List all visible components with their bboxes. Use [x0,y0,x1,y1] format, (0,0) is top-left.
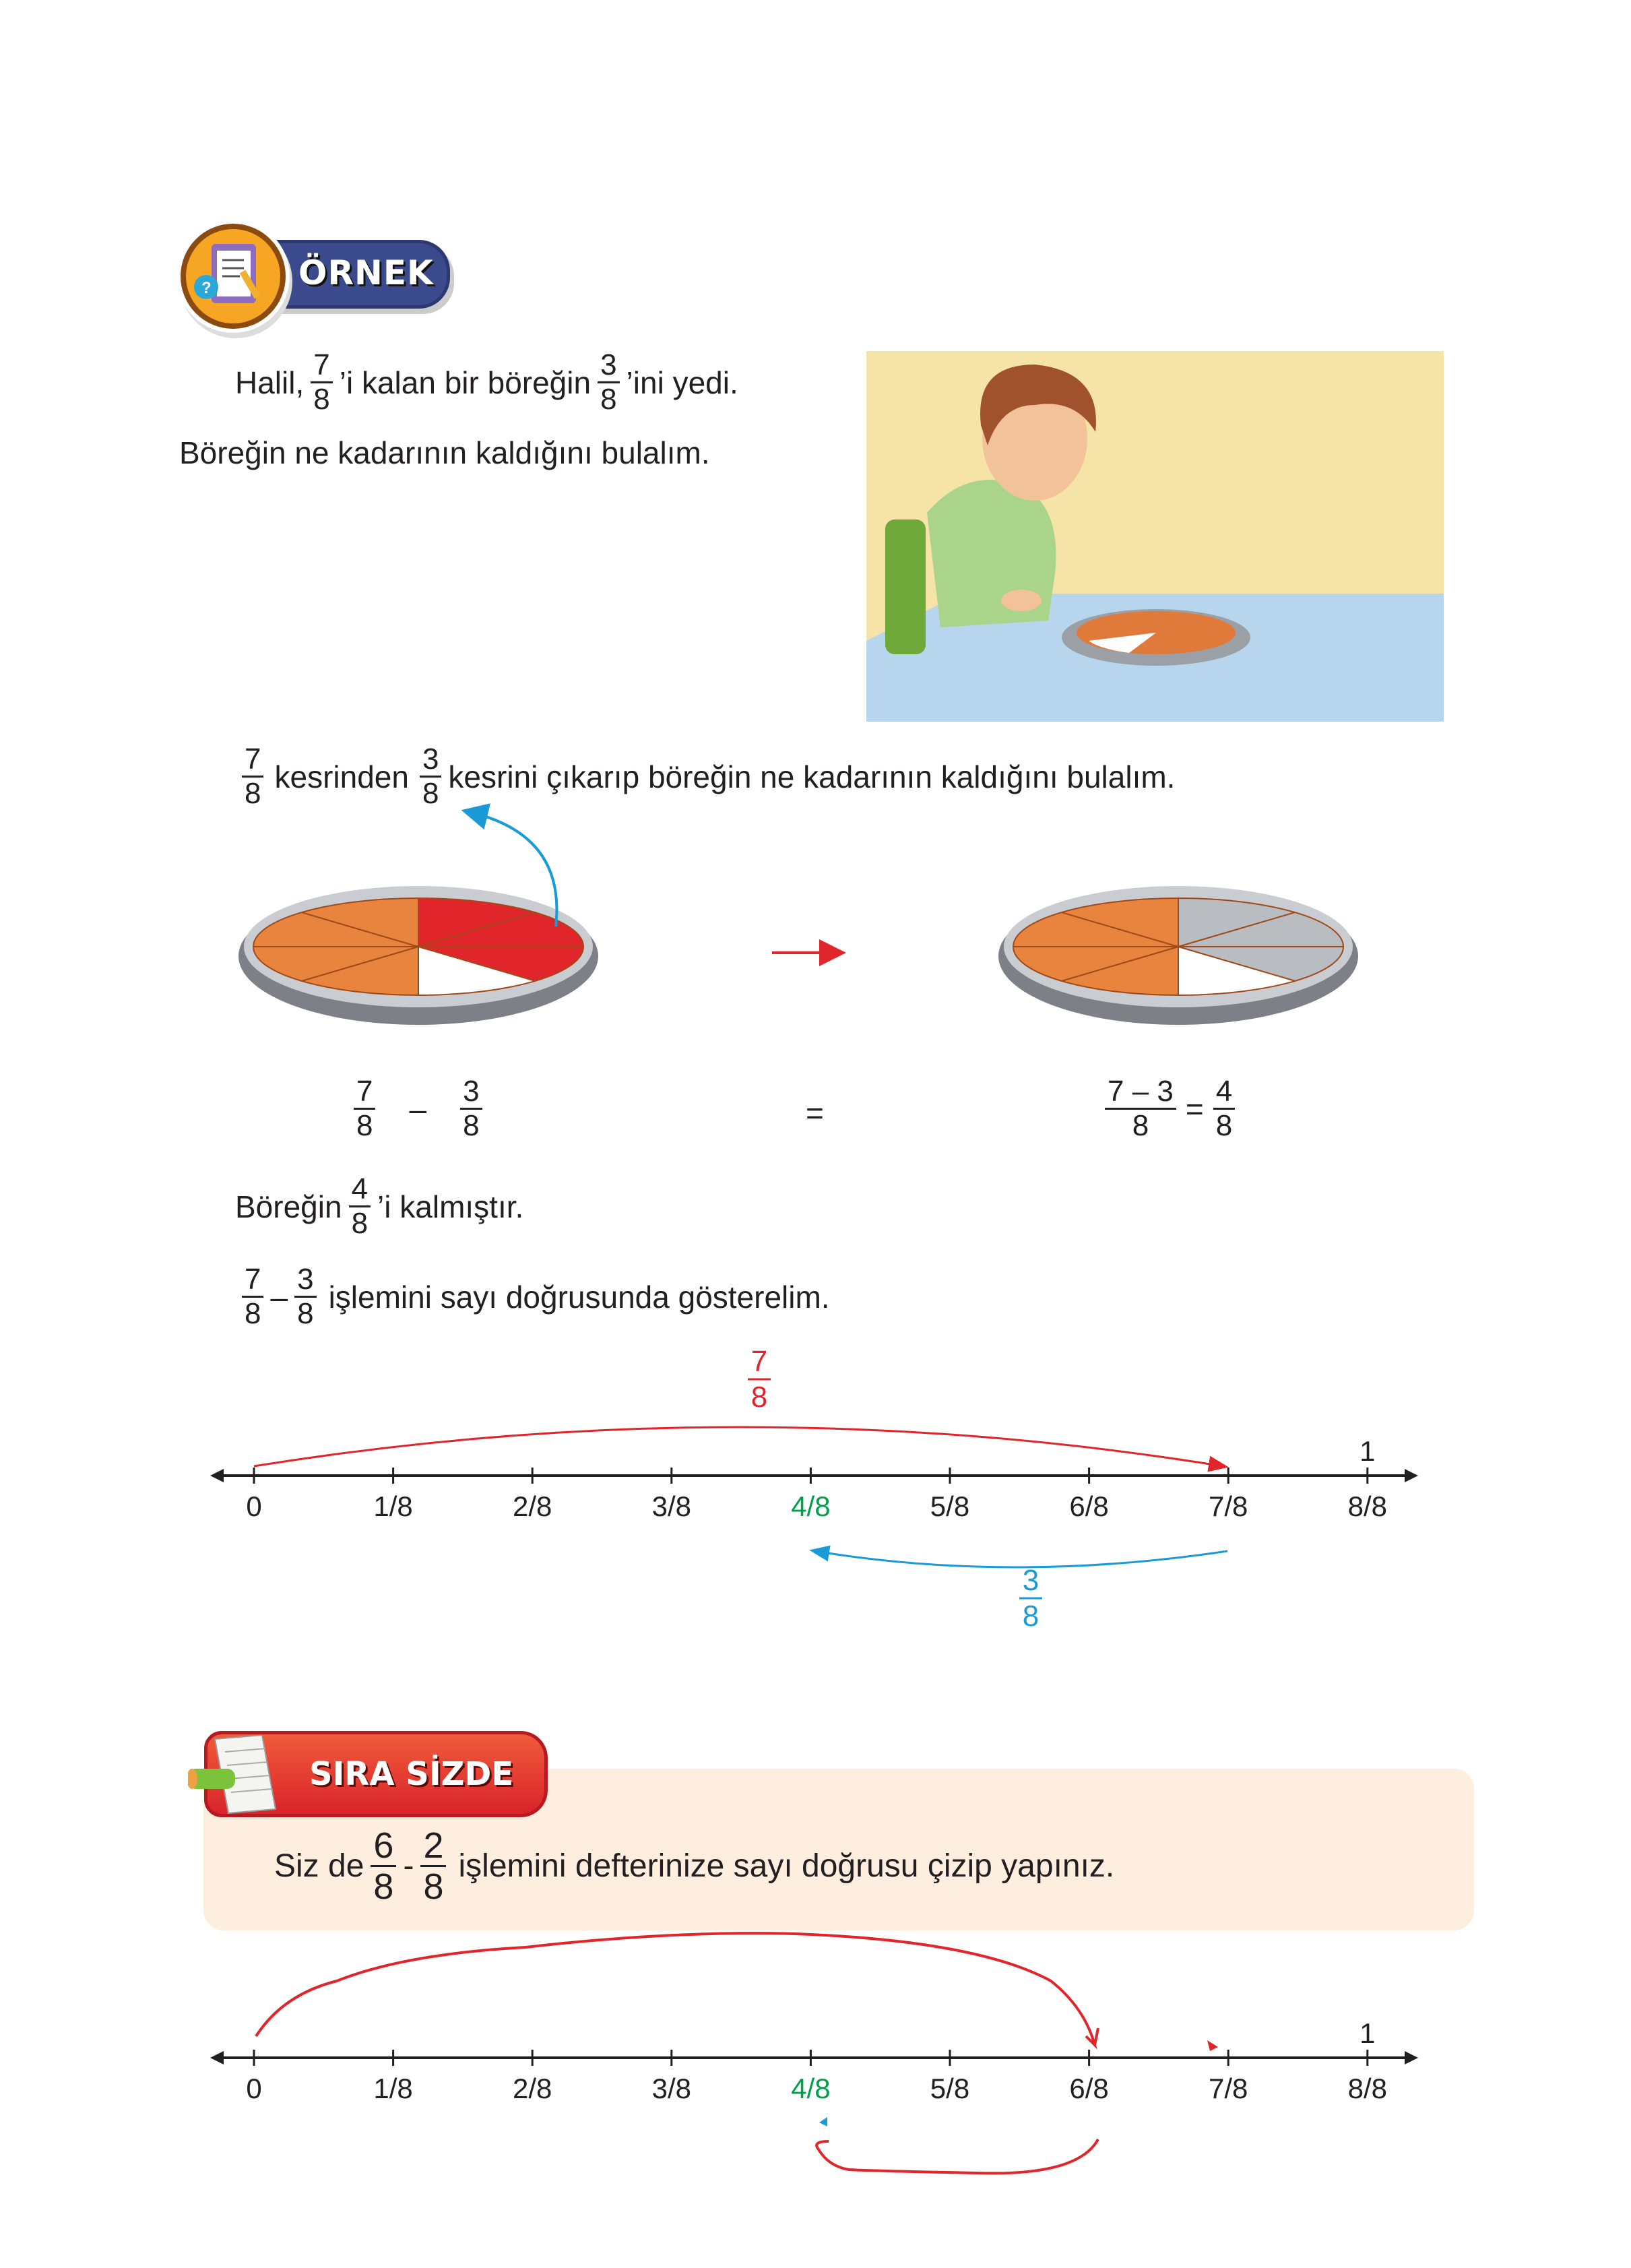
pie-diagram [0,795,1631,1051]
problem-line-1 [235,350,738,414]
fraction: $\frac{3}{8}$ [598,350,619,414]
red-marker [1207,2040,1218,2051]
problem-text: Halil, [235,365,305,400]
tick-label: 7/8 [1209,1490,1248,1522]
back-arc-den: 8 [1022,1600,1040,1633]
exercise-text: Siz de $\frac{6}{8}$ - $\frac{2}{8}$ işlemini defterinize sayı doğrusu çizip yapınız. [274,1825,1115,1907]
tick-label: 0 [246,2073,262,2104]
tick-label: 0 [246,1490,262,1522]
fraction: $\frac{4}{8}$ [349,1174,371,1238]
problem-line-2: Böreğin ne kadarının kaldığını bulalım. [179,435,710,470]
tick-label: 2/8 [513,1490,552,1522]
pie-before [238,886,598,1025]
tick-label: 1/8 [373,2073,413,2104]
tick-label: 4/8 [791,2073,831,2104]
forward-arc-den: 8 [750,1381,768,1414]
fraction: $\frac{7}{8}$ [311,350,332,414]
fraction: $\frac{7}{8}$ [354,1077,375,1141]
forward-arc-num: 7 [750,1345,768,1378]
back-arc-num: 3 [1022,1564,1040,1597]
boy-with-pastry-illustration [866,351,1444,722]
problem-text: ’ini yedi. [626,365,738,400]
axis-arrow-left [210,1469,224,1482]
tick-label: 3/8 [651,2073,691,2104]
tick-label: 1/8 [373,1490,413,1522]
problem-text: ’i kalan bir böreğin [339,365,591,400]
tick-label: 6/8 [1069,1490,1109,1522]
step-1-text: $\frac{7}{8}$ kesrinden $\frac{3}{8}$ kesrini çıkarıp böreğin ne kadarının kaldığını bulalım. [235,745,1175,809]
conclusion-text: Böreğin $\frac{4}{8}$ ’i kalmıştır. [235,1172,524,1240]
one-label: 1 [1360,1435,1376,1467]
svg-text:?: ? [201,279,212,297]
step-2-text: $\frac{7}{8}$ – $\frac{3}{8}$ işlemini sayı doğrusunda gösterelim. [235,1265,830,1329]
equation-result: $\frac{7 - 3}{8}$ = $\frac{4}{8}$ [1098,1077,1242,1141]
pie-after [998,886,1358,1025]
tick-label: 4/8 [791,1490,831,1522]
fraction: $\frac{3}{8}$ [420,745,441,809]
tick-label: 7/8 [1209,2073,1248,2104]
fraction: $\frac{7}{8}$ [242,745,263,809]
your-turn-badge-label: SIRA SİZDE [309,1755,514,1793]
equals-sign: = [806,1096,824,1131]
tick-label: 5/8 [930,1490,970,1522]
tick-label: 3/8 [651,1490,691,1522]
fraction: $\frac{7 - 3}{8}$ [1105,1077,1176,1141]
tick-label: 8/8 [1347,1490,1387,1522]
handwritten-forward-arc [256,1933,1098,2045]
axis-arrow-left [210,2051,224,2065]
tick-label: 2/8 [513,2073,552,2104]
tick-label: 8/8 [1347,2073,1387,2104]
one-label: 1 [1360,2017,1376,2049]
fraction: $\frac{6}{8}$ [371,1827,396,1905]
fraction: $\frac{3}{8}$ [460,1077,482,1141]
fraction: $\frac{3}{8}$ [294,1265,316,1329]
number-line-1 [0,1341,1631,1651]
fraction: $\frac{4}{8}$ [1213,1077,1235,1141]
axis-arrow-right [1405,1469,1418,1482]
fraction: $\frac{2}{8}$ [420,1827,446,1905]
blue-marker [819,2117,827,2127]
handwritten-back-arc [817,2139,1098,2173]
back-arc [815,1551,1227,1567]
example-badge-label: ÖRNEK [298,253,434,292]
your-turn-badge [188,1726,552,1820]
tick-label: 5/8 [930,2073,970,2104]
example-badge [181,224,450,325]
clipboard-question-icon [181,224,286,329]
equation-left: $\frac{7}{8}$ – $\frac{3}{8}$ [347,1077,489,1141]
axis-arrow-right [1405,2051,1418,2065]
forward-arc [254,1427,1223,1466]
fraction: $\frac{7}{8}$ [242,1265,263,1329]
tick-label: 6/8 [1069,2073,1109,2104]
number-line-2 [0,1927,1631,2197]
notebook-pencil-icon [188,1735,296,1816]
